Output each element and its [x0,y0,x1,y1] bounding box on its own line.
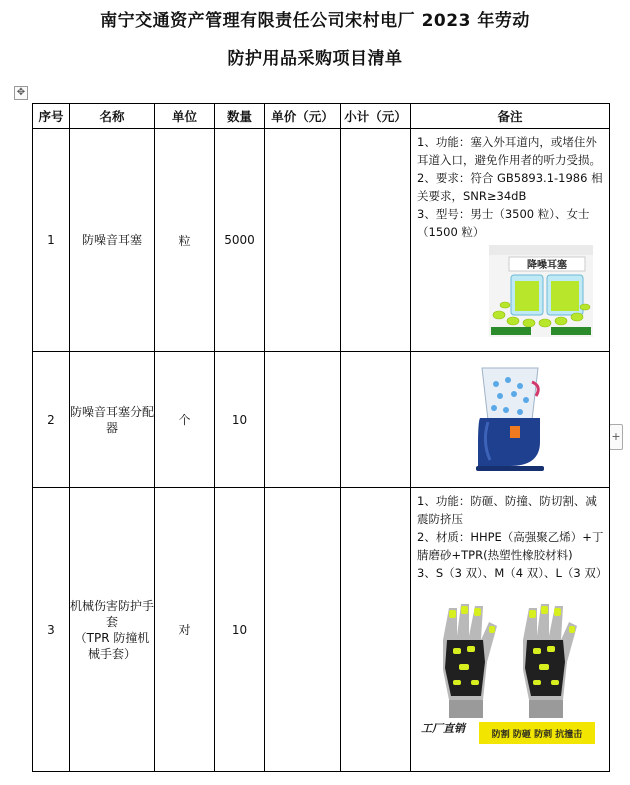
gloves-banner-label: 工厂直销 [421,722,465,735]
table-row [33,352,610,488]
gloves-features-label: 防割 防砸 防刺 抗撞击 [491,730,583,740]
earplug-dispenser-image [470,362,550,474]
row-name-line: （TPR 防撞机械手套） [74,630,150,661]
header-no: 序号 [33,104,70,129]
row-no: 1 [33,129,70,352]
row-unit: 粒 [155,129,215,352]
row-remarks [411,488,610,772]
row-name-line: 防噪音耳塞分配器 [70,404,155,435]
row-unit: 个 [155,352,215,488]
table-move-handle-icon[interactable]: ✥ [14,86,28,100]
document-title-line-1: 南宁交通资产管理有限责任公司宋村电厂 2023 年劳动 [100,11,530,31]
header-subtotal: 小计（元） [341,104,411,129]
row-price[interactable] [265,488,341,772]
row-subtotal[interactable] [341,352,411,488]
table-header-row [33,104,610,129]
document-title-line-2: 防护用品采购项目清单 [227,49,403,69]
header-unit: 单位 [155,104,215,129]
row-name [70,129,155,352]
header-remarks: 备注 [411,104,610,129]
row-name [70,352,155,488]
row-qty: 10 [215,488,265,772]
row-remarks [411,129,610,352]
add-column-handle-icon[interactable]: + [609,424,623,450]
row-subtotal[interactable] [341,488,411,772]
row-qty: 10 [215,352,265,488]
impact-gloves-image [419,600,595,748]
remark-line: 2、要求：符合 GB5893.1-1986 相关要求，SNR≥34dB [417,171,603,203]
table-row [33,488,610,772]
row-no: 3 [33,488,70,772]
row-price[interactable] [265,129,341,352]
header-name: 名称 [70,104,155,129]
earplug-box-label: 降噪耳塞 [527,260,567,271]
row-name [70,488,155,772]
row-subtotal[interactable] [341,129,411,352]
row-name-line: 机械伤害防护手套 [70,598,155,629]
row-no: 2 [33,352,70,488]
table-row [33,129,610,352]
procurement-table [32,103,610,772]
remark-line: 3、型号：男士（3500 粒）、女士（1500 粒） [417,207,590,239]
remark-line: 3、S（3 双）、M（4 双）、L（3 双） [417,566,608,580]
row-price[interactable] [265,352,341,488]
row-remarks [411,352,610,488]
row-qty: 5000 [215,129,265,352]
remark-line: 2、材质：HHPE（高强聚乙烯）+丁腈磨砂+TPR(热塑性橡胶材料) [417,530,604,562]
remark-line: 1、功能：防砸、防撞、防切割、减震防挤压 [417,494,597,526]
earplug-product-image [489,245,593,337]
remark-line: 1、功能：塞入外耳道内，或堵住外耳道入口，避免作用者的听力受损。 [417,135,601,167]
header-qty: 数量 [215,104,265,129]
row-name-line: 防噪音耳塞 [81,233,142,247]
header-price: 单价（元） [265,104,341,129]
row-unit: 对 [155,488,215,772]
